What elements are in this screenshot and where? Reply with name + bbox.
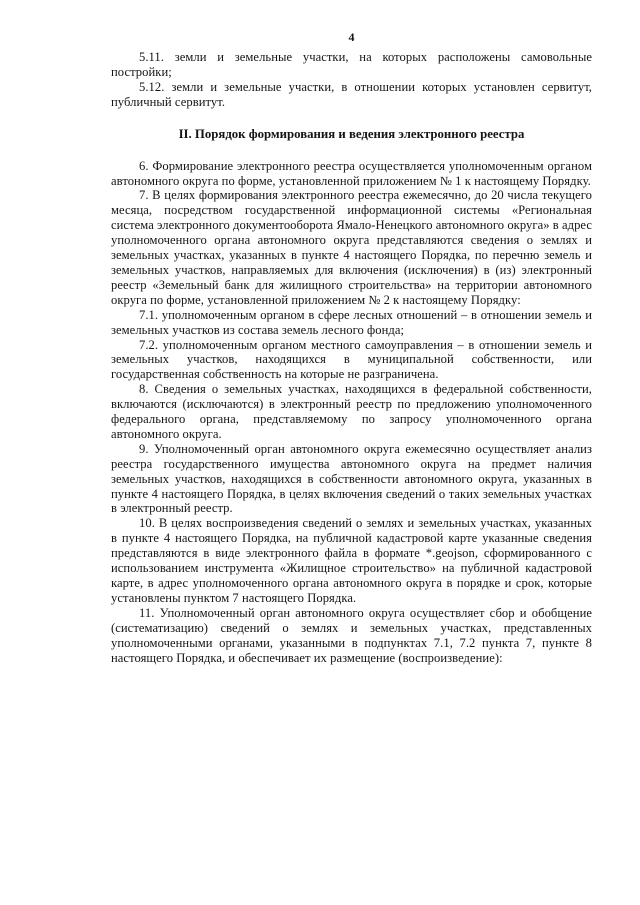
- item-5-12: 5.12. земли и земельные участки, в отношении которых установлен сервитут, публичный сервитут.: [111, 79, 592, 109]
- paragraph-11: 11. Уполномоченный орган автономного округа осуществляет сбор и обобщение (систематизацию) сведений о землях и земельных участках, представленных уполномоченными органами, указанными в подпунктах 7.1, 7.2 пункта 7, пункте 8 настоящего Порядка, и обеспечивает их размещение (воспроизведение):: [111, 605, 592, 665]
- document-page: [111, 30, 592, 665]
- section-title: II. Порядок формирования и ведения электронного реестра: [178, 126, 525, 141]
- paragraph-7-2: 7.2. уполномоченным органом местного самоуправления – в отношении земель и земельных участков, находящихся в муниципальной собственности, или государственная собственность на которые не разграничена.: [111, 337, 592, 382]
- item-5-11: 5.11. земли и земельные участки, на которых расположены самовольные постройки;: [111, 50, 592, 79]
- paragraph-6: 6. Формирование электронного реестра осуществляется уполномоченным органом автономного округа по форме, установленной приложением № 1 к настоящему Порядку.: [111, 158, 592, 188]
- page-number: 4: [348, 30, 355, 44]
- paragraph-7: 7. В целях формирования электронного реестра ежемесячно, до 20 числа текущего месяца, посредством государственной информационной системы «Региональная система электронного документооборота Ямало-Ненецкого автономного округа» в адрес уполномоченного органа автономного округа представляются сведения о землях и земельных участках, указанных в пункте 4 настоящего Порядка, по перечню земель и земельных участков, направляемых для включения (исключения) в (из) электронный реестр «Земельный банк для жилищного строительства» на территории автономного округа по форме, установленной приложением № 2 к настоящему Порядку:: [111, 188, 593, 307]
- paragraph-7-1: 7.1. уполномоченным органом в сфере лесных отношений – в отношении земель и земельных участков из состава земель лесного фонда;: [111, 307, 592, 337]
- paragraph-8: 8. Сведения о земельных участках, находящихся в федеральной собственности, включаются (исключаются) в электронный реестр по предложению уполномоченного федерального органа, представляемому по запросу уполномоченного органа автономного округа.: [111, 382, 592, 441]
- paragraph-10: 10. В целях воспроизведения сведений о землях и земельных участках, указанных в пункте 4 настоящего Порядка, на публичной кадастровой карте указанные сведения представляются в виде электронного файла в формате *.geojson, сформированного с использованием инструмента «Жилищное строительство» на публичной кадастровой карте, в адрес уполномоченного органа автономного округа в порядке и срок, которые установлены пунктом 7 настоящего Порядка.: [111, 516, 592, 605]
- paragraph-9: 9. Уполномоченный орган автономного округа ежемесячно осуществляет анализ реестра государственного имущества автономного округа на предмет наличия земельных участков, находящихся в собственности автономного округа, указанных в пункте 4 настоящего Порядка, в целях включения сведений о таких земельных участках в электронный реестр.: [111, 441, 592, 516]
